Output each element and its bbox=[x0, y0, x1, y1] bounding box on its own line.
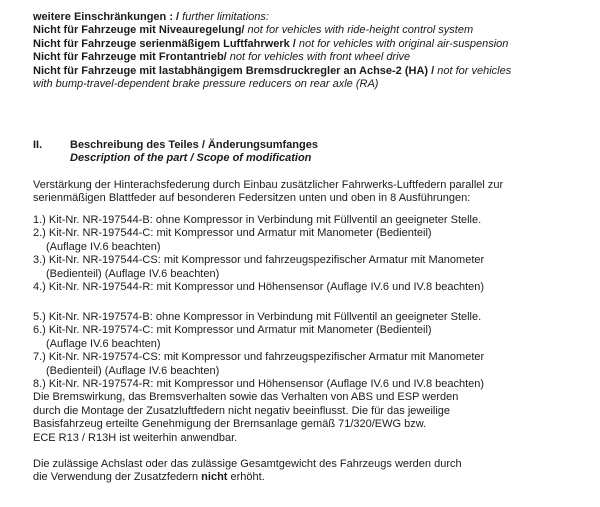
text-segment: II. bbox=[33, 139, 43, 151]
text-segment: ECE R13 / R13H ist weiterhin anwendbar. bbox=[33, 431, 238, 444]
text-segment: nicht bbox=[201, 471, 228, 484]
text-line bbox=[33, 254, 484, 267]
text-line bbox=[33, 11, 511, 24]
text-segment: with bump-travel-dependent brake pressure reducers on rear axle (RA) bbox=[33, 77, 379, 90]
text-segment: further limitations: bbox=[182, 11, 269, 23]
text-line bbox=[33, 281, 484, 294]
text-segment: Die Bremswirkung, das Bremsverhalten sowie das Verhalten von ABS und ESP werden bbox=[33, 391, 459, 404]
text-segment: 6.) Kit-Nr. NR-197574-C: mit Kompressor und Armatur mit Manometer (Bedienteil) bbox=[33, 324, 432, 337]
text-segment: Die zulässige Achslast oder das zulässige Gesamtgewicht des Fahrzeugs werden durch bbox=[33, 458, 462, 470]
axle-load-paragraph-block bbox=[33, 458, 462, 485]
text-line bbox=[33, 24, 511, 37]
text-line bbox=[33, 241, 484, 254]
text-segment: (Auflage IV.6 beachten) bbox=[46, 337, 161, 350]
text-line bbox=[33, 365, 484, 378]
text-segment: 5.) Kit-Nr. NR-197574-B: ohne Kompressor in Verbindung mit Füllventil an geeigneter Stelle. bbox=[33, 311, 482, 323]
text-line bbox=[33, 405, 484, 418]
text-line bbox=[33, 38, 511, 51]
text-line bbox=[33, 192, 503, 205]
text-segment: not for vehicles with front wheel drive bbox=[229, 51, 411, 64]
text-segment: not for vehicles bbox=[437, 64, 512, 77]
text-segment: Nicht für Fahrzeuge mit lastabhängigem Bremsdruckregler an Achse-2 (HA) / bbox=[33, 64, 438, 77]
intro-paragraph-block bbox=[33, 179, 503, 206]
text-line bbox=[33, 351, 484, 364]
section-heading-block bbox=[33, 139, 318, 166]
text-line bbox=[33, 227, 484, 240]
text-segment: erhöht. bbox=[227, 471, 265, 484]
text-line bbox=[33, 432, 484, 445]
further-limitations-block bbox=[33, 11, 511, 91]
text-line bbox=[33, 51, 511, 64]
text-segment: Beschreibung des Teiles / Änderungsumfanges bbox=[70, 139, 318, 151]
text-segment: Description of the part / Scope of modification bbox=[70, 152, 312, 165]
text-segment: not for vehicles with ride-height control system bbox=[247, 24, 474, 37]
text-line bbox=[33, 458, 462, 471]
text-segment: serienmäßigen Blattfeder auf besonderen Federsitzen unten und oben in 8 Ausführungen: bbox=[33, 192, 471, 205]
text-segment: (Bedienteil) (Auflage IV.6 beachten) bbox=[46, 364, 220, 377]
text-segment: durch die Montage der Zusatzluftfedern nicht negativ beeinflusst. Die für das jeweilige bbox=[33, 404, 451, 417]
text-line bbox=[33, 378, 484, 391]
text-segment: (Auflage IV.6 beachten) bbox=[46, 240, 161, 253]
text-line bbox=[33, 418, 484, 431]
text-line bbox=[33, 78, 511, 91]
text-line bbox=[33, 311, 484, 324]
text-line bbox=[33, 338, 484, 351]
text-segment: 2.) Kit-Nr. NR-197544-C: mit Kompressor und Armatur mit Manometer (Bedienteil) bbox=[33, 227, 432, 240]
text-segment: 4.) Kit-Nr. NR-197544-R: mit Kompressor und Höhensensor (Auflage IV.6 und IV.8 beachten) bbox=[33, 280, 485, 293]
text-segment: Verstärkung der Hinterachsfederung durch Einbau zusätzlicher Fahrwerks-Luftfedern parallel zur bbox=[33, 179, 504, 191]
text-line bbox=[33, 214, 484, 227]
text-segment: 1.) Kit-Nr. NR-197544-B: ohne Kompressor in Verbindung mit Füllventil an geeigneter Stelle. bbox=[33, 214, 482, 226]
text-segment: 7.) Kit-Nr. NR-197574-CS: mit Kompressor und fahrzeugspezifischer Armatur mit Manometer bbox=[33, 351, 485, 364]
kit-list-1-block bbox=[33, 214, 484, 294]
text-line bbox=[33, 324, 484, 337]
text-segment: Nicht für Fahrzeuge serienmäßigem Luftfahrwerk / bbox=[33, 37, 299, 50]
text-line bbox=[33, 391, 484, 404]
text-segment: weitere Einschränkungen : / bbox=[33, 11, 183, 23]
text-line bbox=[33, 139, 318, 152]
text-segment: (Bedienteil) (Auflage IV.6 beachten) bbox=[46, 267, 220, 280]
text-segment: 8.) Kit-Nr. NR-197574-R: mit Kompressor und Höhensensor (Auflage IV.6 und IV.8 beachten) bbox=[33, 377, 485, 390]
text-segment: 3.) Kit-Nr. NR-197544-CS: mit Kompressor und fahrzeugspezifischer Armatur mit Manometer bbox=[33, 254, 485, 267]
text-segment: Nicht für Fahrzeuge mit Niveauregelung/ bbox=[33, 24, 248, 37]
text-line bbox=[33, 268, 484, 281]
text-segment: Nicht für Fahrzeuge mit Frontantrieb/ bbox=[33, 51, 230, 64]
text-segment: die Verwendung der Zusatzfedern bbox=[33, 471, 202, 484]
text-line bbox=[33, 152, 318, 165]
text-segment: Basisfahrzeug erteilte Genehmigung der Bremsanlage gemäß 71/320/EWG bzw. bbox=[33, 418, 427, 431]
text-line bbox=[33, 65, 511, 78]
text-line bbox=[33, 471, 462, 484]
kit-list-2-and-brakes-block bbox=[33, 311, 484, 445]
text-line bbox=[33, 179, 503, 192]
text-segment: not for vehicles with original air-suspension bbox=[298, 37, 509, 50]
